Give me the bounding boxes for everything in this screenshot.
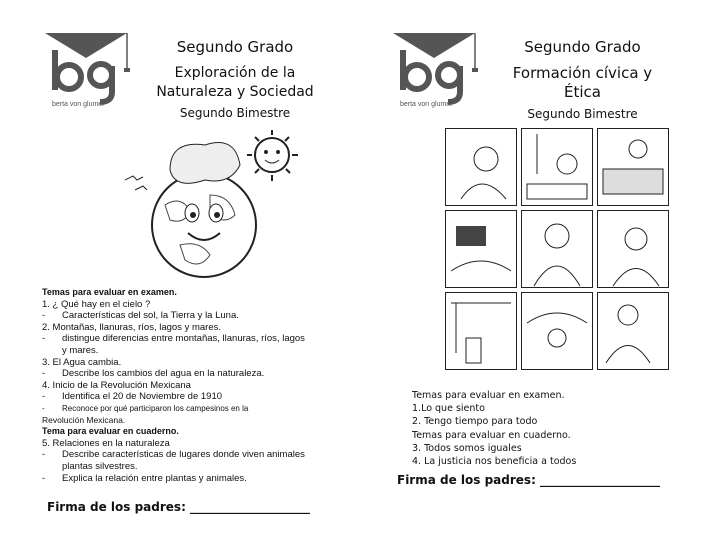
topic-subitem: - Características del sol, la Tierra y la Luna.: [42, 310, 239, 322]
illustration-panel: [597, 292, 669, 370]
topic-item: 1.Lo que siento: [412, 403, 485, 415]
exam-heading: Temas para evaluar en examen.: [412, 390, 565, 401]
subject-line: Ética: [564, 83, 601, 101]
topic-subitem: - Identifica el 20 de Noviembre de 1910: [42, 391, 223, 403]
illustration-panel: [445, 292, 517, 370]
civics-topics-list: [412, 389, 576, 468]
topics-list: [42, 287, 342, 484]
grade-title: Segundo Grado: [176, 38, 294, 56]
topic-item: 1. ¿ Qué hay en el cielo ?: [42, 298, 151, 310]
notebook-heading: Tema para evaluar en cuaderno.: [42, 426, 179, 437]
illustration-panel: [521, 128, 593, 206]
exam-heading: Temas para evaluar en examen.: [42, 287, 177, 297]
illustration-panel: [445, 128, 517, 206]
illustration-panel: [445, 210, 517, 288]
subject-line: Formación cívica y: [512, 64, 653, 82]
bimestre-label: Segundo Bimestre: [527, 107, 638, 121]
civics-illustration-grid: [445, 128, 669, 370]
topic-item: 2. Tengo tiempo para todo: [412, 416, 538, 428]
subject-title: [140, 64, 330, 102]
topic-item: 4. Inicio de la Revolución Mexicana: [42, 379, 191, 391]
topic-subitem-cont: plantas silvestres.: [62, 460, 138, 472]
illustration-panel: [597, 128, 669, 206]
topic-item: 4. La justicia nos beneficia a todos: [412, 456, 577, 468]
school-logo: [42, 30, 142, 110]
svg-text:berta von glumer: berta von glumer: [400, 101, 453, 108]
topic-subitem: - Reconoce por qué participaron los campesinos en la: [42, 403, 249, 413]
topic-item: 3. Todos somos iguales: [412, 442, 522, 454]
subject-title: [495, 64, 670, 102]
topic-subitem: - Describe características de lugares donde viven animales: [42, 449, 305, 461]
topic-subitem: - distingue diferencias entre montañas, llanuras, ríos, lagos: [42, 333, 305, 345]
bimestre-label: Segundo Bimestre: [179, 106, 291, 120]
topic-subitem-cont: y mares.: [62, 344, 99, 356]
topic-item: 2. Montañas, llanuras, ríos, lagos y mares.: [42, 321, 221, 333]
topic-subitem: - Describe los cambios del agua en la naturaleza.: [42, 368, 265, 380]
grade-title: Segundo Grado: [524, 38, 641, 56]
subject-line: Exploración de la: [174, 65, 296, 81]
topic-item: 3. El Agua cambia.: [42, 356, 122, 368]
notebook-heading: Temas para evaluar en cuaderno.: [412, 429, 571, 441]
illustration-panel: [521, 210, 593, 288]
svg-text:berta von glumer: berta von glumer: [52, 101, 105, 108]
subject-line: Naturaleza y Sociedad: [156, 84, 314, 100]
illustration-panel: [521, 292, 593, 370]
earth-illustration: [120, 125, 310, 290]
illustration-panel: [597, 210, 669, 288]
parent-signature-line: Firma de los padres: ____________________: [397, 473, 661, 487]
topic-subitem: - Explica la relación entre plantas y animales.: [42, 472, 247, 484]
school-logo: [390, 30, 490, 110]
topic-subitem-cont: Revolución Mexicana.: [42, 414, 126, 425]
topic-item: 5. Relaciones en la naturaleza: [42, 437, 170, 449]
parent-signature-line: Firma de los padres: ____________________: [47, 500, 311, 514]
